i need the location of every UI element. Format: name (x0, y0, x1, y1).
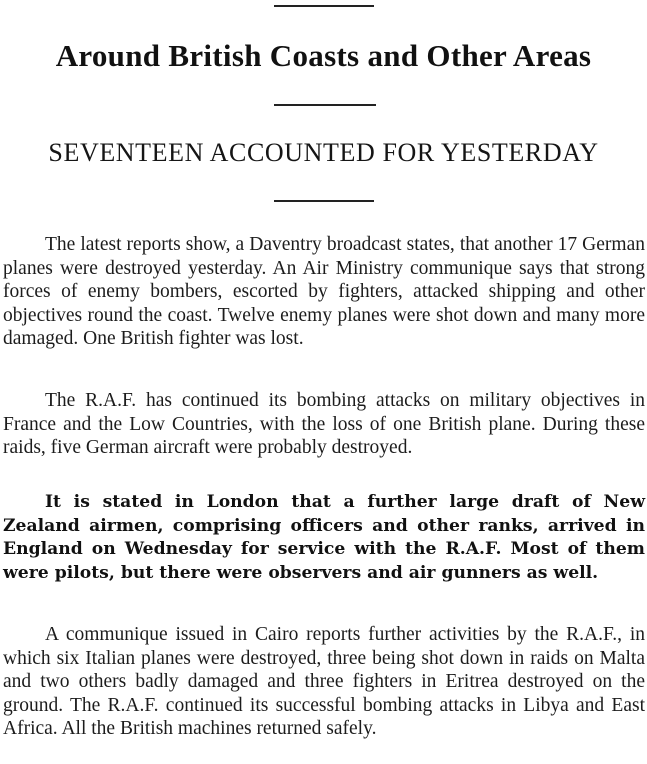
top-rule (274, 5, 374, 7)
paragraph-raf-bombing: The R.A.F. has continued its bombing attacks on military objectives in France and the Low Countries, with the loss of one British plane. During these raids, five German aircraft were probably destroyed. (3, 390, 645, 459)
paragraph-cairo-communique: A communique issued in Cairo reports further activities by the R.A.F., in which six Italian planes were destroyed, three being shot down in raids on Malta and two others badly damaged and three fighters in Eritrea destroyed on the ground. The R.A.F. continued its successful bombing attacks in Libya and East Africa. All the British machines returned safely. (3, 624, 645, 740)
paragraph-new-zealand-airmen: It is stated in London that a further large draft of New Zealand airmen, comprising officers and other ranks, arrived in England on Wednesday for service with the R.A.F. Most of them were pilots, but there were observers and air gunners as well. (3, 492, 645, 583)
paragraph-daventry-report: The latest reports show, a Daventry broadcast states, that another 17 German planes were destroyed yesterday. An Air Ministry communique says that strong forces of enemy bombers, escorted by fighters, attacked shipping and other objectives round the coast. Twelve enemy planes were shot down and many more damaged. One British fighter was lost. (3, 234, 645, 350)
headline-rule (274, 104, 376, 106)
subheadline: SEVENTEEN ACCOUNTED FOR YESTERDAY (48, 138, 599, 167)
subheadline-rule (274, 200, 374, 202)
headline: Around British Coasts and Other Areas (55, 38, 592, 73)
